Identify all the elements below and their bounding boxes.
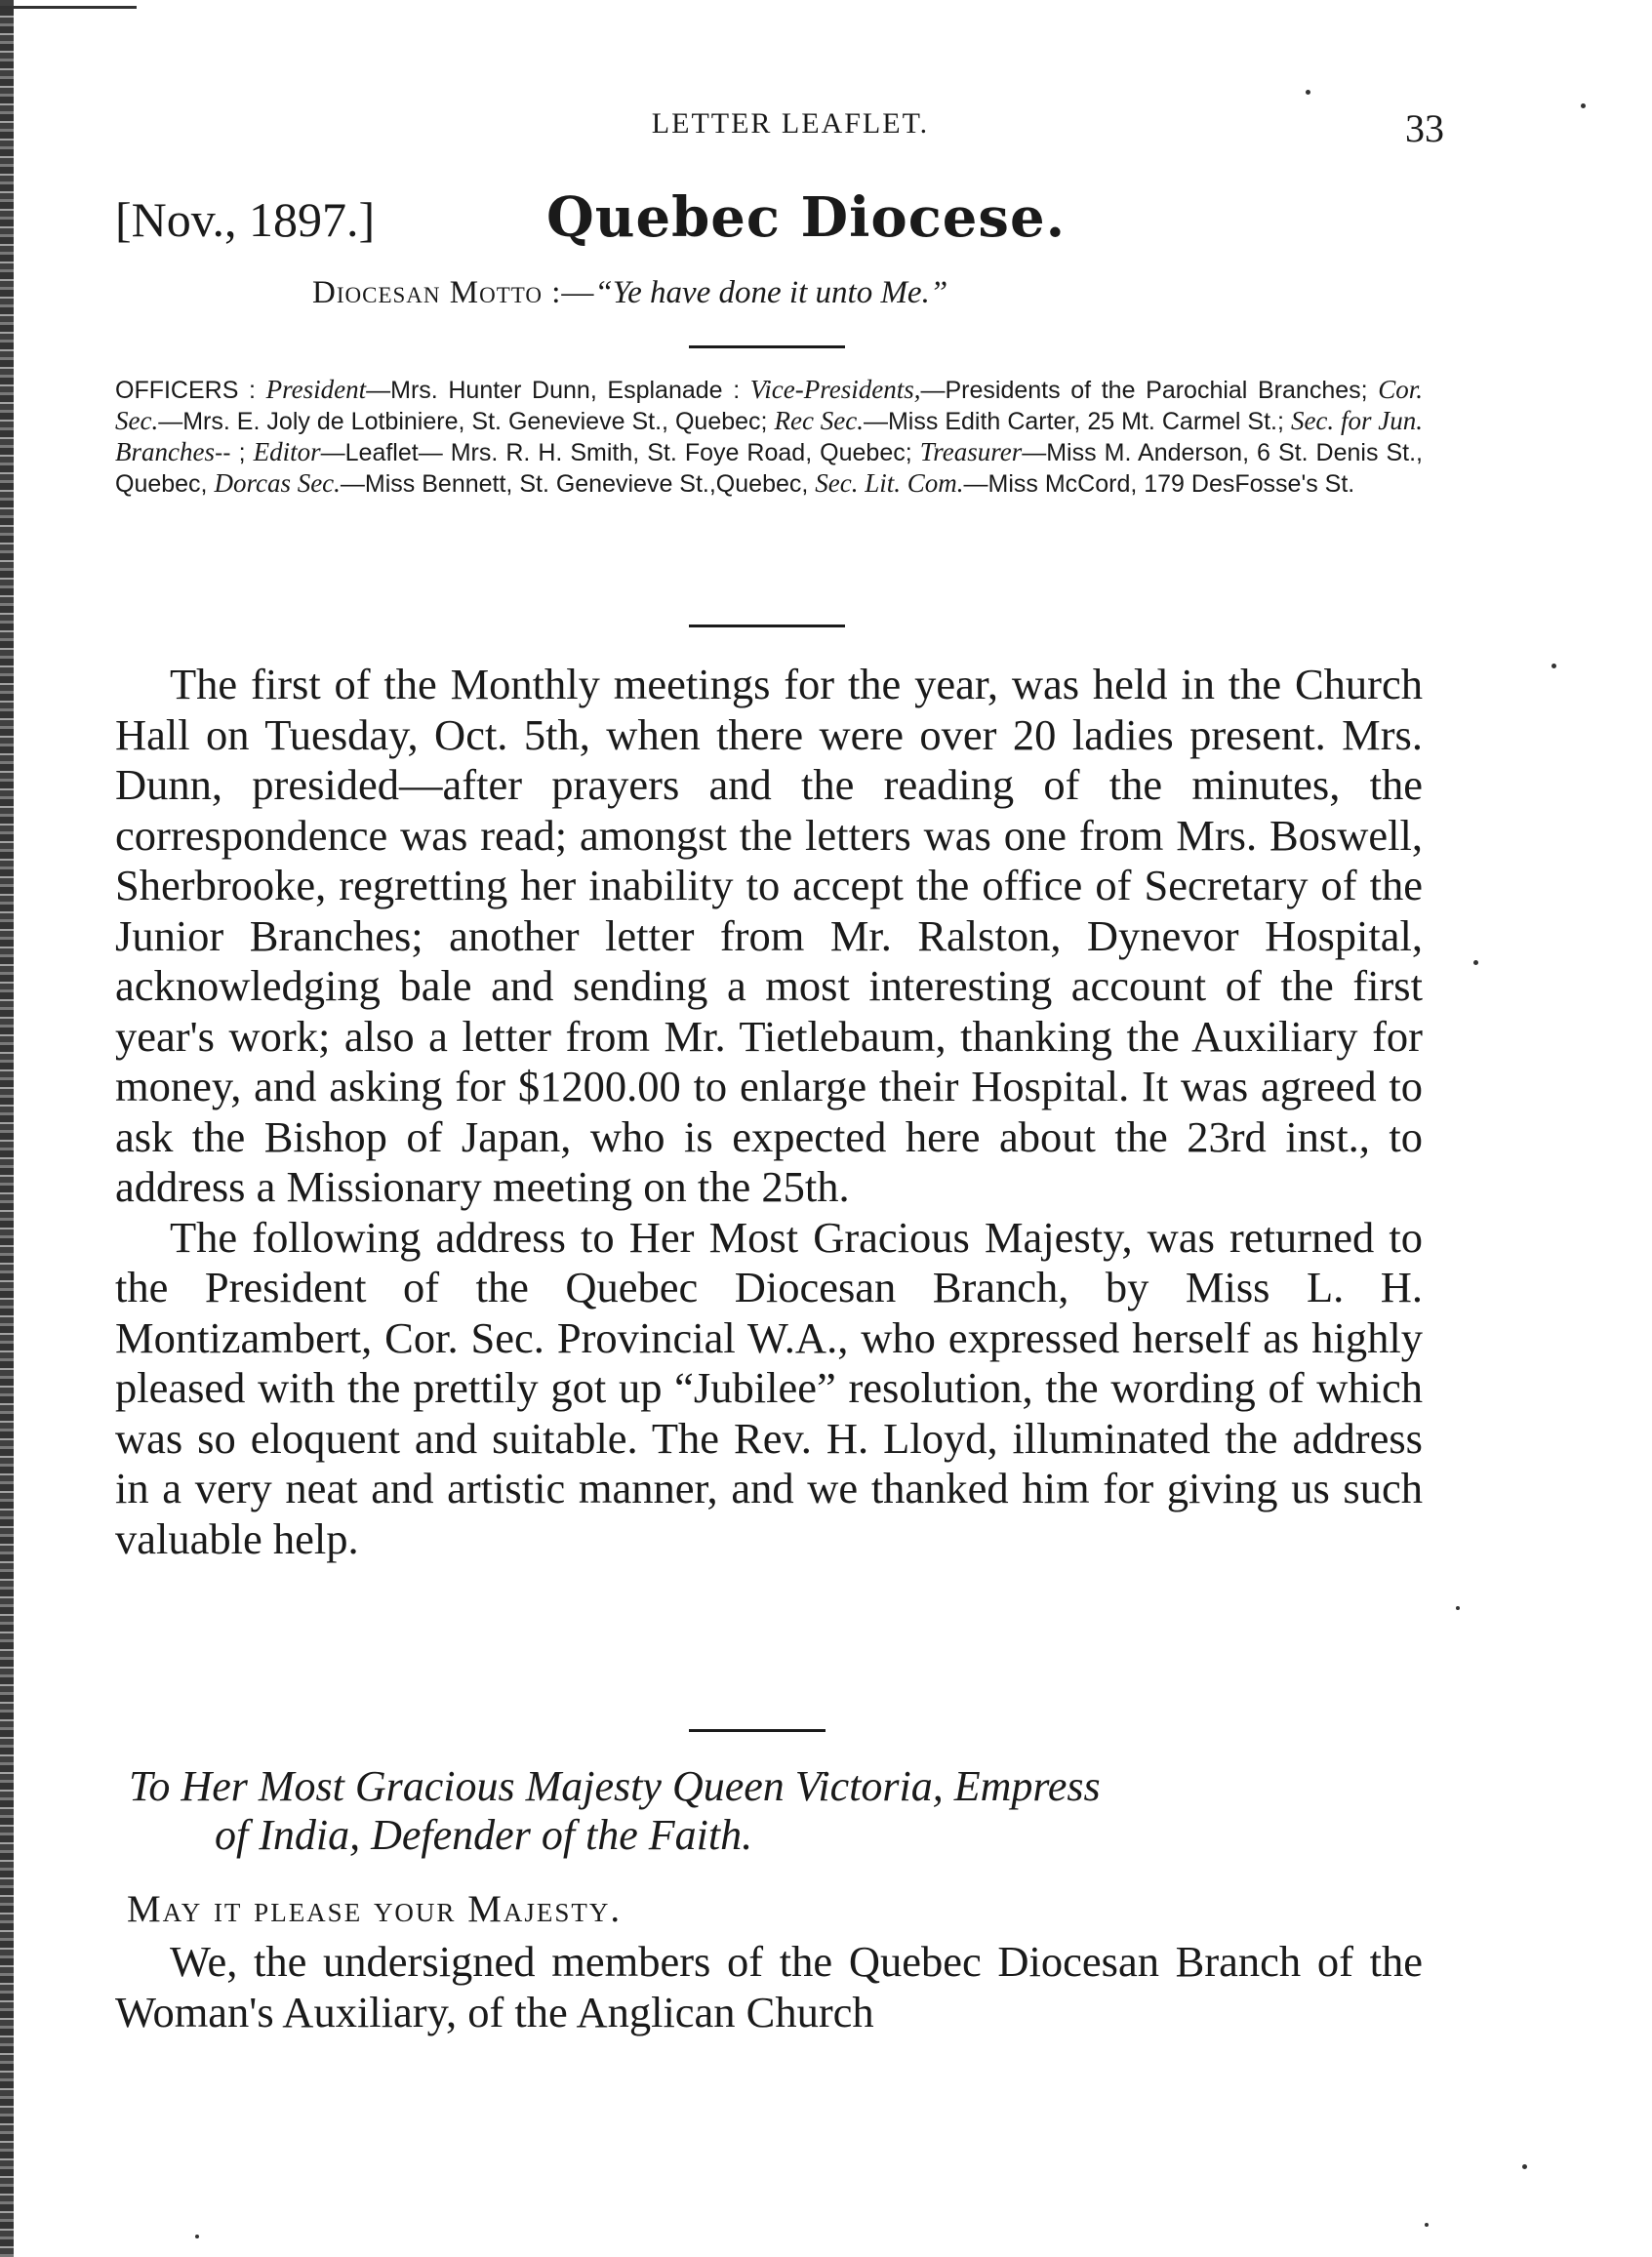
officer-role: Cor. Sec. bbox=[115, 375, 1423, 435]
officer-role: Rec Sec. bbox=[774, 406, 864, 435]
section-rule bbox=[689, 625, 845, 627]
officers-heading: OFFICERS : bbox=[115, 377, 256, 404]
binding-edge bbox=[0, 0, 14, 2257]
motto-quote: “Ye have done it unto Me.” bbox=[594, 275, 948, 310]
address-dedication bbox=[129, 1762, 1423, 1860]
motto-label: Diocesan Motto :— bbox=[312, 275, 595, 310]
officer-role: Sec. Lit. Com. bbox=[815, 468, 964, 498]
print-speck bbox=[1425, 2223, 1429, 2227]
officers-list bbox=[115, 375, 1423, 500]
officer-detail: —Mrs. Hunter Dunn, Esplanade : bbox=[366, 377, 750, 404]
officer-role: Treasurer bbox=[919, 437, 1023, 466]
officer-role: Dorcas Sec. bbox=[214, 468, 341, 498]
print-speck bbox=[1551, 664, 1556, 668]
officer-detail: —Leaflet— Mrs. R. H. Smith, St. Foye Road, Quebec; bbox=[320, 439, 920, 466]
print-speck bbox=[1473, 960, 1478, 965]
page-number: 33 bbox=[1405, 106, 1444, 150]
officer-detail bbox=[256, 377, 266, 404]
address-opening-paragraph: We, the undersigned members of the Quebec Diocesan Branch of the Woman's Auxiliary, of the Anglican Church bbox=[115, 1937, 1423, 2036]
officer-detail: —Miss McCord, 179 DesFosse's St. bbox=[963, 470, 1355, 498]
officer-role: Vice-Presidents, bbox=[749, 375, 921, 404]
officer-role: President bbox=[265, 375, 367, 404]
officer-detail: —Miss Bennett, St. Genevieve St.,Quebec, bbox=[340, 470, 816, 498]
paragraph-jubilee-address: The following address to Her Most Gracious Majesty, was returned to the President of the Quebec Diocesan Branch, by Miss L. H. Montizambert, Cor. Sec. Provincial W.A., who expressed herself as highly pleased with the prettily got up “Jubilee” resolution, the wording of which was so eloquent and suitable. The Rev. H. Lloyd, illuminated the address in a very neat and artistic manner, and we thanked him for giving us such valuable help. bbox=[115, 1212, 1423, 1563]
officers-paragraph bbox=[115, 375, 1423, 500]
print-speck bbox=[1522, 2164, 1527, 2169]
officer-role: Editor bbox=[253, 437, 321, 466]
officer-detail: -- ; bbox=[214, 439, 254, 466]
officer-detail: —Mrs. E. Joly de Lotbiniere, St. Genevieve St., Quebec; bbox=[158, 408, 775, 435]
running-head: LETTER LEAFLET. bbox=[651, 107, 930, 140]
officer-role: Sec. for Jun. Branches bbox=[115, 406, 1423, 466]
report-body bbox=[115, 660, 1423, 1564]
top-edge-mark bbox=[0, 6, 137, 9]
print-speck bbox=[1581, 103, 1586, 108]
address-opening bbox=[115, 1937, 1423, 2037]
paragraph-monthly-meeting: The first of the Monthly meetings for the year, was held in the Church Hall on Tuesday, Oct. 5th, when there were over 20 ladies present. Mrs. Dunn, presided—after prayers and the reading of the minutes, the correspondence was read; amongst the letters was one from Mrs. Boswell, Sherbrooke, regretting her inability to accept the office of Secretary of the Junior Branches; another letter from Mr. Ralston, Dynevor Hospital, acknowledging bale and sending a most interesting account of the first year's work; also a letter from Mr. Tietlebaum, thanking the Auxiliary for money, and asking for $1200.00 to enlarge their Hospital. It was agreed to ask the Bishop of Japan, who is expected here about the 23rd inst., to address a Missionary meeting on the 25th. bbox=[115, 660, 1423, 1211]
print-speck bbox=[1306, 90, 1310, 95]
issue-date: [Nov., 1897.] bbox=[115, 192, 376, 247]
diocese-title: Quebec Diocese. bbox=[546, 185, 1067, 250]
officer-detail: —Presidents of the Parochial Branches; bbox=[920, 377, 1379, 404]
diocesan-motto bbox=[312, 275, 947, 311]
print-speck bbox=[1456, 1606, 1460, 1610]
officer-detail: —Miss M. Anderson, 6 St. Denis St., Quebec, bbox=[115, 439, 1423, 498]
officer-detail: —Miss Edith Carter, 25 Mt. Carmel St.; bbox=[863, 408, 1291, 435]
dedication-line: of India, Defender of the Faith. bbox=[215, 1811, 753, 1859]
print-speck bbox=[195, 2235, 199, 2238]
section-rule bbox=[689, 1729, 826, 1732]
dedication-line: To Her Most Gracious Majesty Queen Victoria, Empress bbox=[129, 1762, 1101, 1810]
section-rule bbox=[689, 345, 845, 348]
salutation-text: May it please your Majesty. bbox=[127, 1888, 623, 1930]
address-salutation bbox=[127, 1887, 622, 1931]
